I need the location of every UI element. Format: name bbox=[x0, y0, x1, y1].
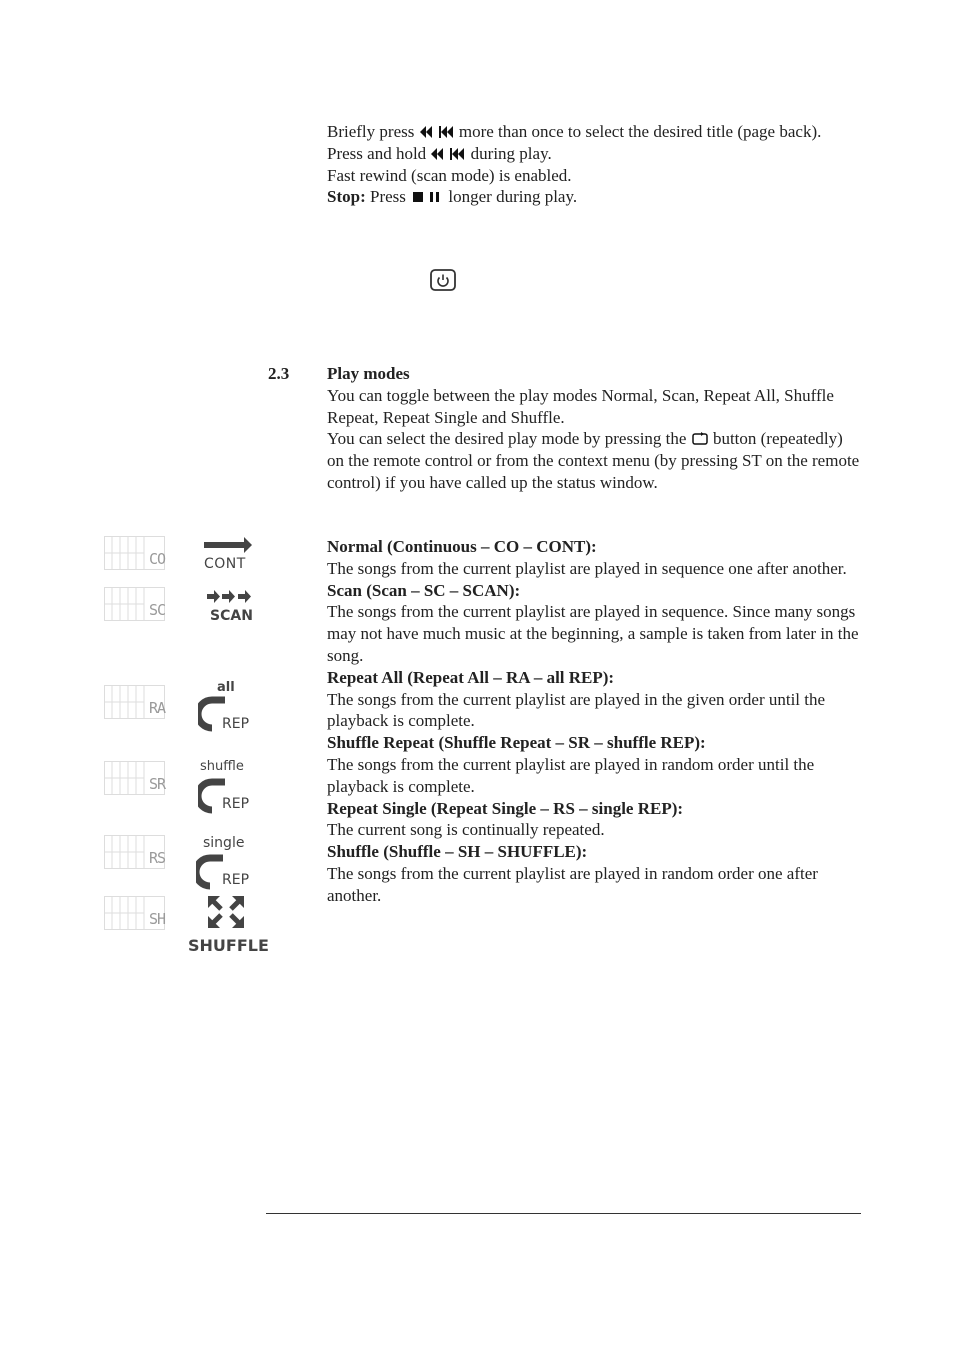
lcd-label: SH bbox=[148, 910, 165, 928]
mode-heading-repeat-all: Repeat All (Repeat All – RA – all REP): bbox=[327, 667, 615, 687]
icon-label: REP bbox=[222, 872, 250, 888]
stop-pause-icon bbox=[410, 190, 444, 204]
section-title: Play modes bbox=[327, 364, 410, 383]
repeat-single-mode-icon bbox=[196, 834, 260, 890]
stop-label: Stop: bbox=[327, 187, 366, 207]
rewind-skip-back-icon bbox=[419, 125, 455, 139]
section-para-1: You can toggle between the play modes Normal, Scan, Repeat All, Shuffle Repeat, Repeat Single and Shuffle. bbox=[327, 385, 834, 427]
icon-label: REP bbox=[222, 716, 250, 732]
icon-top-label: all bbox=[217, 680, 235, 695]
shuffle-arrows-icon bbox=[206, 894, 246, 930]
power-button-icon bbox=[430, 269, 456, 291]
icon-top-label: single bbox=[203, 835, 245, 851]
shuffle-mode-icon bbox=[184, 894, 268, 958]
lcd-display-rs bbox=[104, 835, 165, 869]
triple-arrow-icon bbox=[198, 587, 258, 605]
icon-label: SCAN bbox=[210, 608, 253, 624]
repeat-icon bbox=[691, 432, 709, 446]
lcd-label: RA bbox=[148, 699, 165, 717]
mode-body-repeat-all: The songs from the current playlist are played in the given order until the playback is complete. bbox=[327, 689, 826, 731]
footer-divider bbox=[266, 1213, 861, 1214]
intro-text bbox=[327, 121, 862, 208]
mode-heading-repeat-single: Repeat Single (Repeat Single – RS – single REP): bbox=[327, 798, 684, 818]
lcd-label: SC bbox=[148, 601, 165, 619]
mode-body-normal: The songs from the current playlist are played in sequence one after another. bbox=[327, 558, 847, 578]
rewind-skip-back-icon bbox=[430, 147, 466, 161]
intro-line-3: Fast rewind (scan mode) is enabled. bbox=[327, 165, 572, 185]
icon-top-label: shuffle bbox=[200, 759, 244, 774]
mode-heading-shuffle-repeat: Shuffle Repeat (Shuffle Repeat – SR – shuffle REP): bbox=[327, 733, 706, 753]
lcd-display-co bbox=[104, 536, 165, 570]
section-para-2: You can select the desired play mode by pressing the button (repeatedly) on the remote control or from the context menu (by pressing ST on the remote control) if you have called up the status window. bbox=[327, 429, 860, 492]
section-number: 2.3 bbox=[268, 364, 290, 383]
icon-label: CONT bbox=[204, 556, 246, 572]
shuffle-repeat-mode-icon bbox=[196, 758, 260, 814]
icon-label: SHUFFLE bbox=[188, 936, 269, 955]
mode-heading-normal: Normal (Continuous – CO – CONT): bbox=[327, 537, 597, 556]
intro-line-2: Press and hold during play. bbox=[327, 143, 552, 163]
mode-heading-scan: Scan (Scan – SC – SCAN): bbox=[327, 580, 521, 600]
mode-body-shuffle-repeat: The songs from the current playlist are played in random order until the playback is complete. bbox=[327, 754, 815, 796]
lcd-display-sc bbox=[104, 587, 165, 621]
cont-mode-icon bbox=[198, 536, 258, 576]
mode-body-shuffle: The songs from the current playlist are played in random order one after another. bbox=[327, 863, 818, 905]
scan-mode-icon bbox=[198, 587, 258, 627]
lcd-label: RS bbox=[148, 849, 165, 867]
repeat-all-mode-icon bbox=[196, 680, 260, 736]
intro-stop-line: Stop: Press longer during play. bbox=[327, 187, 578, 207]
modes-text bbox=[327, 536, 862, 907]
lcd-label: CO bbox=[148, 550, 165, 568]
lcd-display-ra bbox=[104, 685, 165, 719]
mode-body-scan: The songs from the current playlist are played in sequence. Since many songs may not have much music at the beginning, a sample is taken from later in the song. bbox=[327, 602, 859, 665]
mode-heading-shuffle: Shuffle (Shuffle – SH – SHUFFLE): bbox=[327, 842, 588, 862]
lcd-display-sh bbox=[104, 896, 165, 930]
lcd-label: SR bbox=[148, 775, 165, 793]
lcd-display-sr bbox=[104, 761, 165, 795]
arrow-right-icon bbox=[198, 536, 258, 554]
mode-body-repeat-single: The current song is continually repeated. bbox=[327, 820, 605, 840]
intro-line-1: Briefly press more than once to select the desired title (page back). bbox=[327, 122, 822, 141]
section-text bbox=[327, 363, 862, 494]
icon-label: REP bbox=[222, 796, 250, 812]
